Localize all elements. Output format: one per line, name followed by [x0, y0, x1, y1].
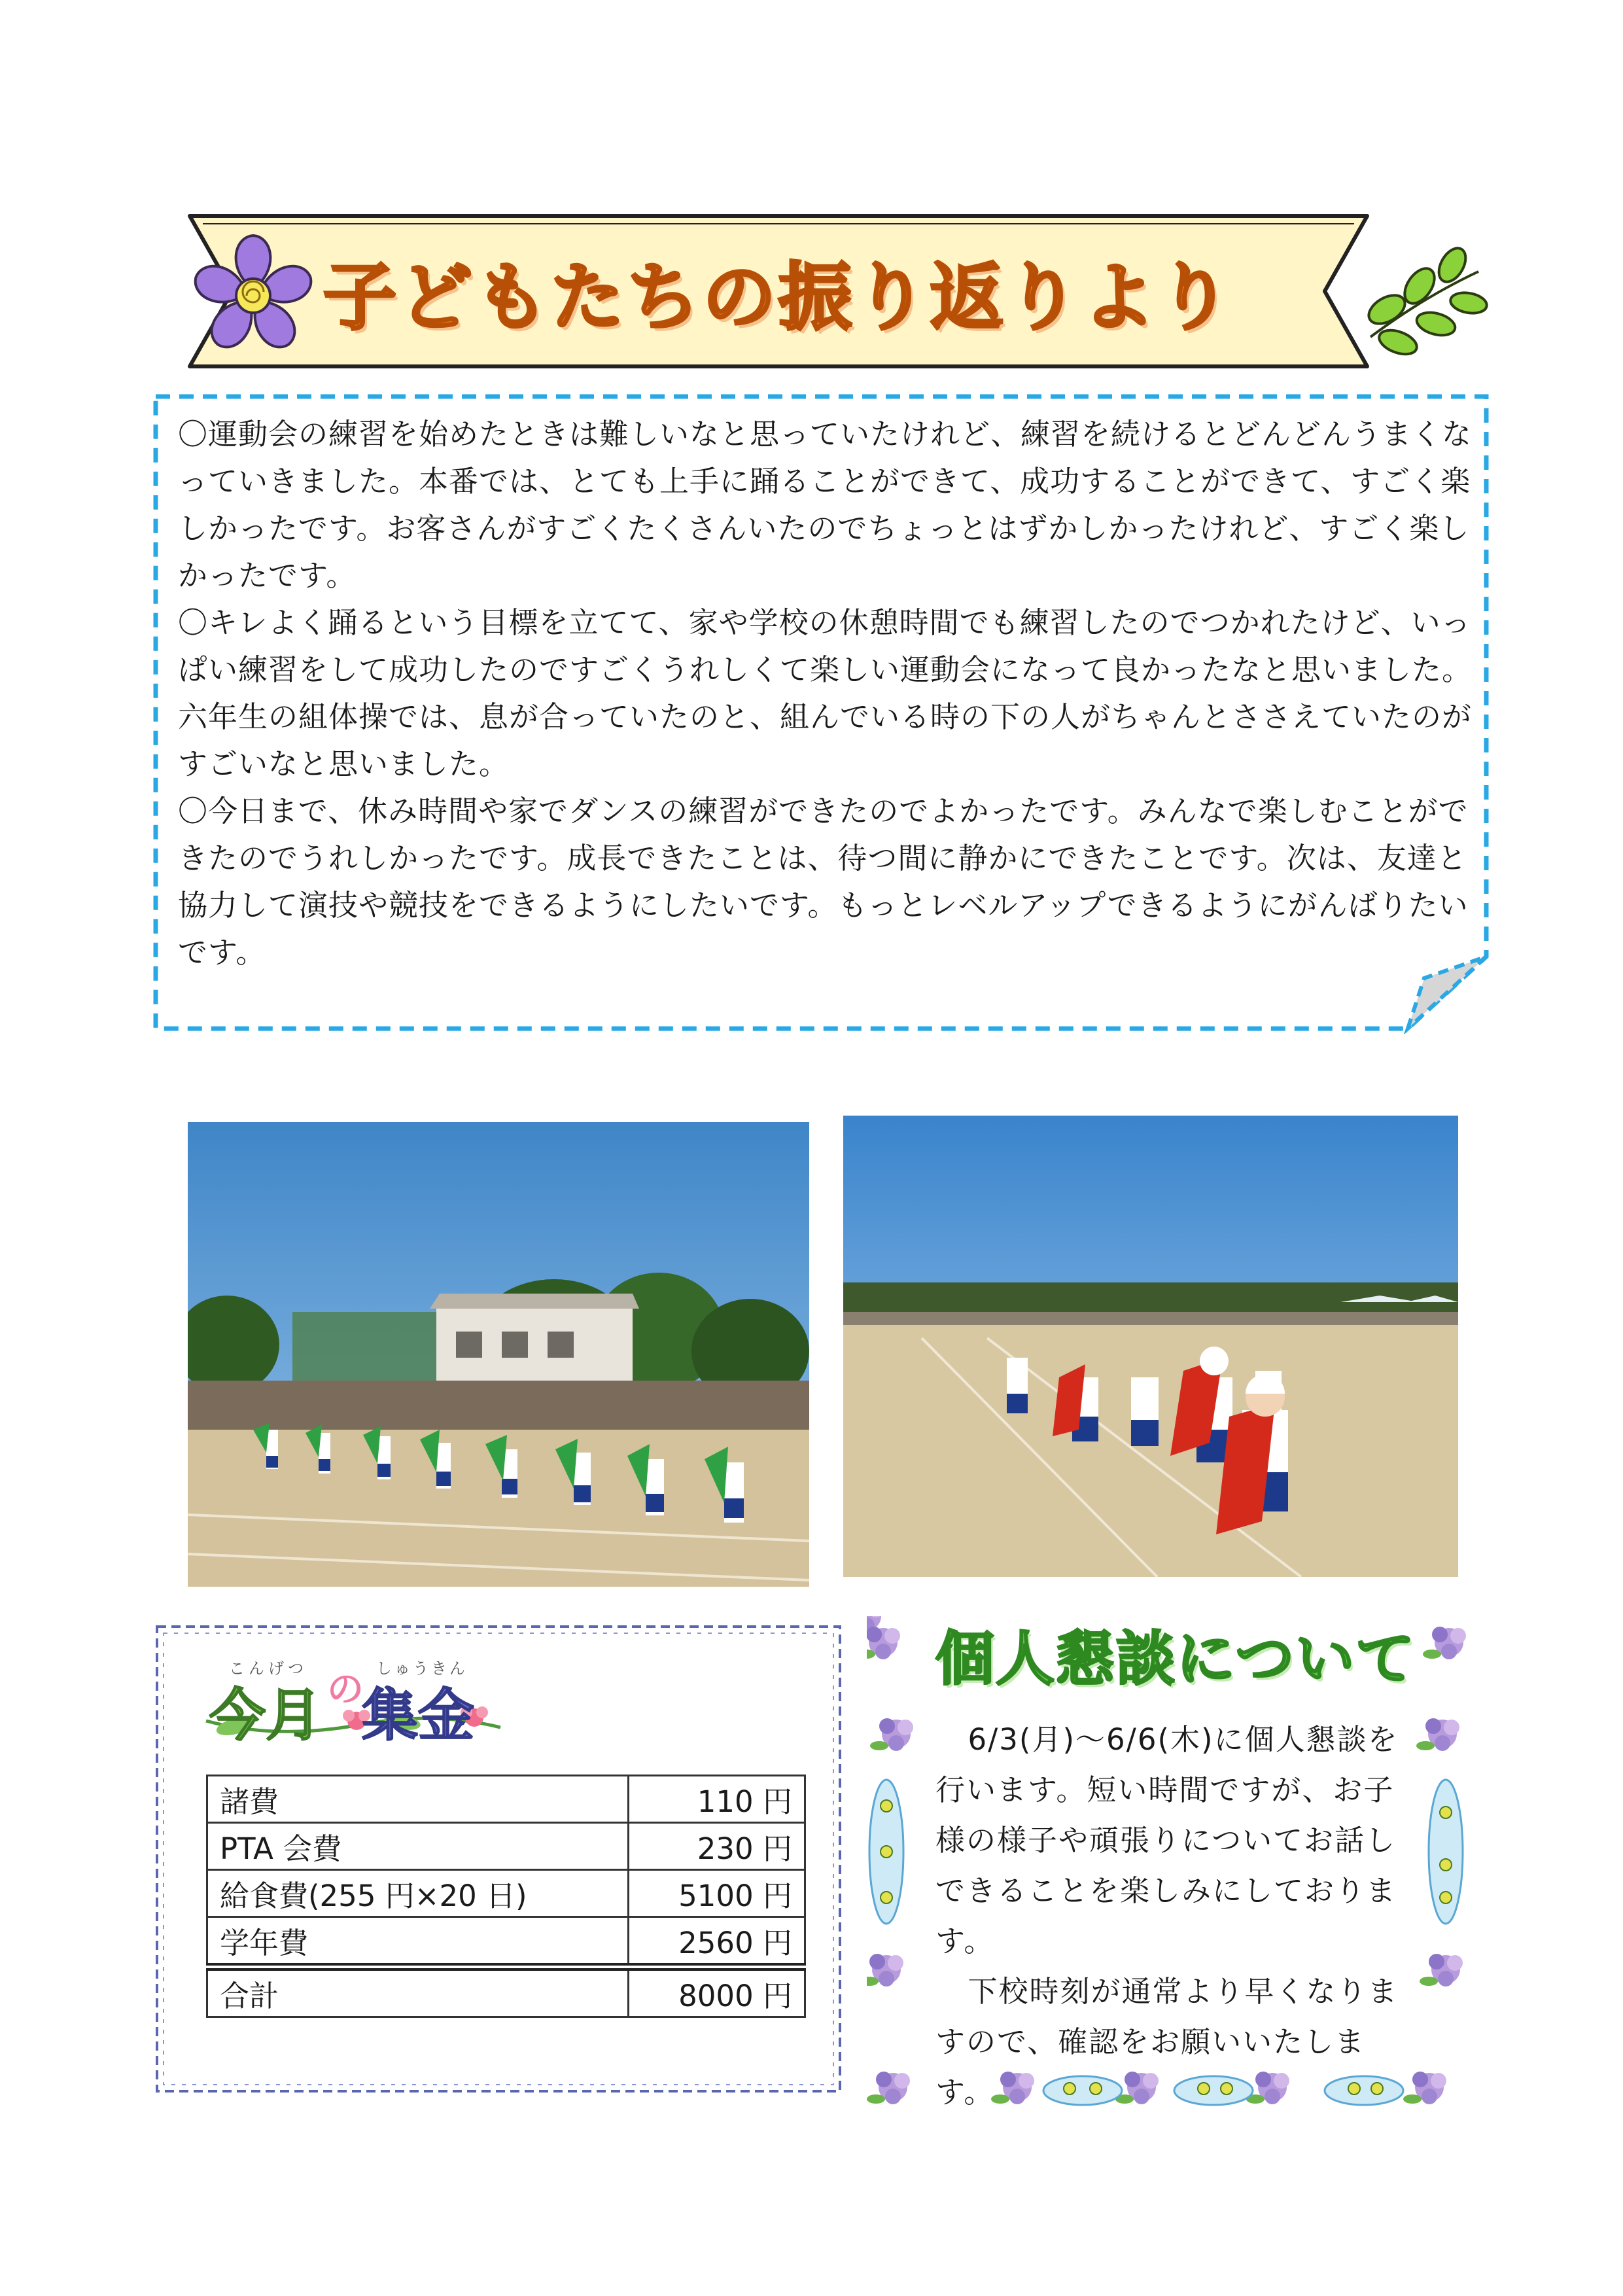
table-row	[207, 1870, 805, 1917]
money-table	[206, 1775, 806, 2018]
money-total-amount: 8000 円	[629, 1967, 805, 2017]
money-total-label: 合計	[207, 1967, 629, 2017]
conference-paragraph: 下校時刻が通常より早くなりますので、確認をお願いいたします。	[935, 1974, 1399, 2110]
photo-dance-line	[188, 1122, 809, 1587]
reflections-text	[178, 411, 1473, 976]
money-logo	[200, 1649, 507, 1747]
table-row	[207, 1917, 805, 1968]
ruby-text: こんげつ	[229, 1659, 307, 1678]
conference-text	[935, 1714, 1406, 2117]
table-row	[207, 1823, 805, 1870]
conference-paragraph: 6/3(月)～6/6(木)に個人懇談を行います。短い時間ですが、お子様の様子や頑張りについてお話しできることを楽しみにしております。	[935, 1722, 1399, 1958]
money-title-c: 集金	[362, 1683, 474, 1748]
money-amount: 110 円	[629, 1776, 805, 1823]
reflection-paragraph: 〇運動会の練習を始めたときは難しいなと思っていたけれど、練習を続けるとどんどんうまくなっていきました。本番では、とても上手に踊ることができて、成功することができて、すごく楽しかったです。お客さんがすごくたくさんいたのでちょっとはずかしかったけれど、すごく楽しかったです。	[178, 417, 1473, 593]
money-amount: 2560 円	[629, 1917, 805, 1968]
ruby-text: しゅうきん	[376, 1659, 468, 1678]
table-row	[207, 1776, 805, 1823]
table-total-row	[207, 1967, 805, 2017]
photo-dance-ribbons	[843, 1116, 1458, 1577]
reflection-paragraph: 〇今日まで、休み時間や家でダンスの練習ができたのでよかったです。みんなで楽しむことができたのでうれしかったです。成長できたことは、待つ間に静かにできたことです。次は、友達と協力して演技や競技をできるようにしたいです。もっとレベルアップできるようにがんばりたいです。	[178, 794, 1469, 970]
title-banner	[183, 209, 1374, 373]
flower-icon	[184, 230, 322, 361]
money-item: 給食費(255 円×20 日)	[207, 1870, 629, 1917]
conference-title: 個人懇談について	[935, 1625, 1416, 1693]
money-item: 学年費	[207, 1917, 629, 1968]
money-item: 諸費	[207, 1776, 629, 1823]
money-item: PTA 会費	[207, 1823, 629, 1870]
reflection-paragraph: 〇キレよく踊るという目標を立てて、家や学校の休憩時間でも練習したのでつかれたけど、いっぱい練習をして成功したのですごくうれしくて楽しい運動会になって良かったなと思いました。六年生の組体操では、息が合っていたのと、組んでいる時の下の人がちゃんとささえていたのがすごいなと思いました。	[178, 605, 1473, 781]
money-title-a: 今月	[209, 1683, 322, 1748]
leaves-icon	[1357, 232, 1488, 357]
money-amount: 230 円	[629, 1823, 805, 1870]
money-title-b: の	[327, 1669, 364, 1711]
page-title: 子どもたちの振り返りより	[323, 255, 1234, 340]
money-amount: 5100 円	[629, 1870, 805, 1917]
